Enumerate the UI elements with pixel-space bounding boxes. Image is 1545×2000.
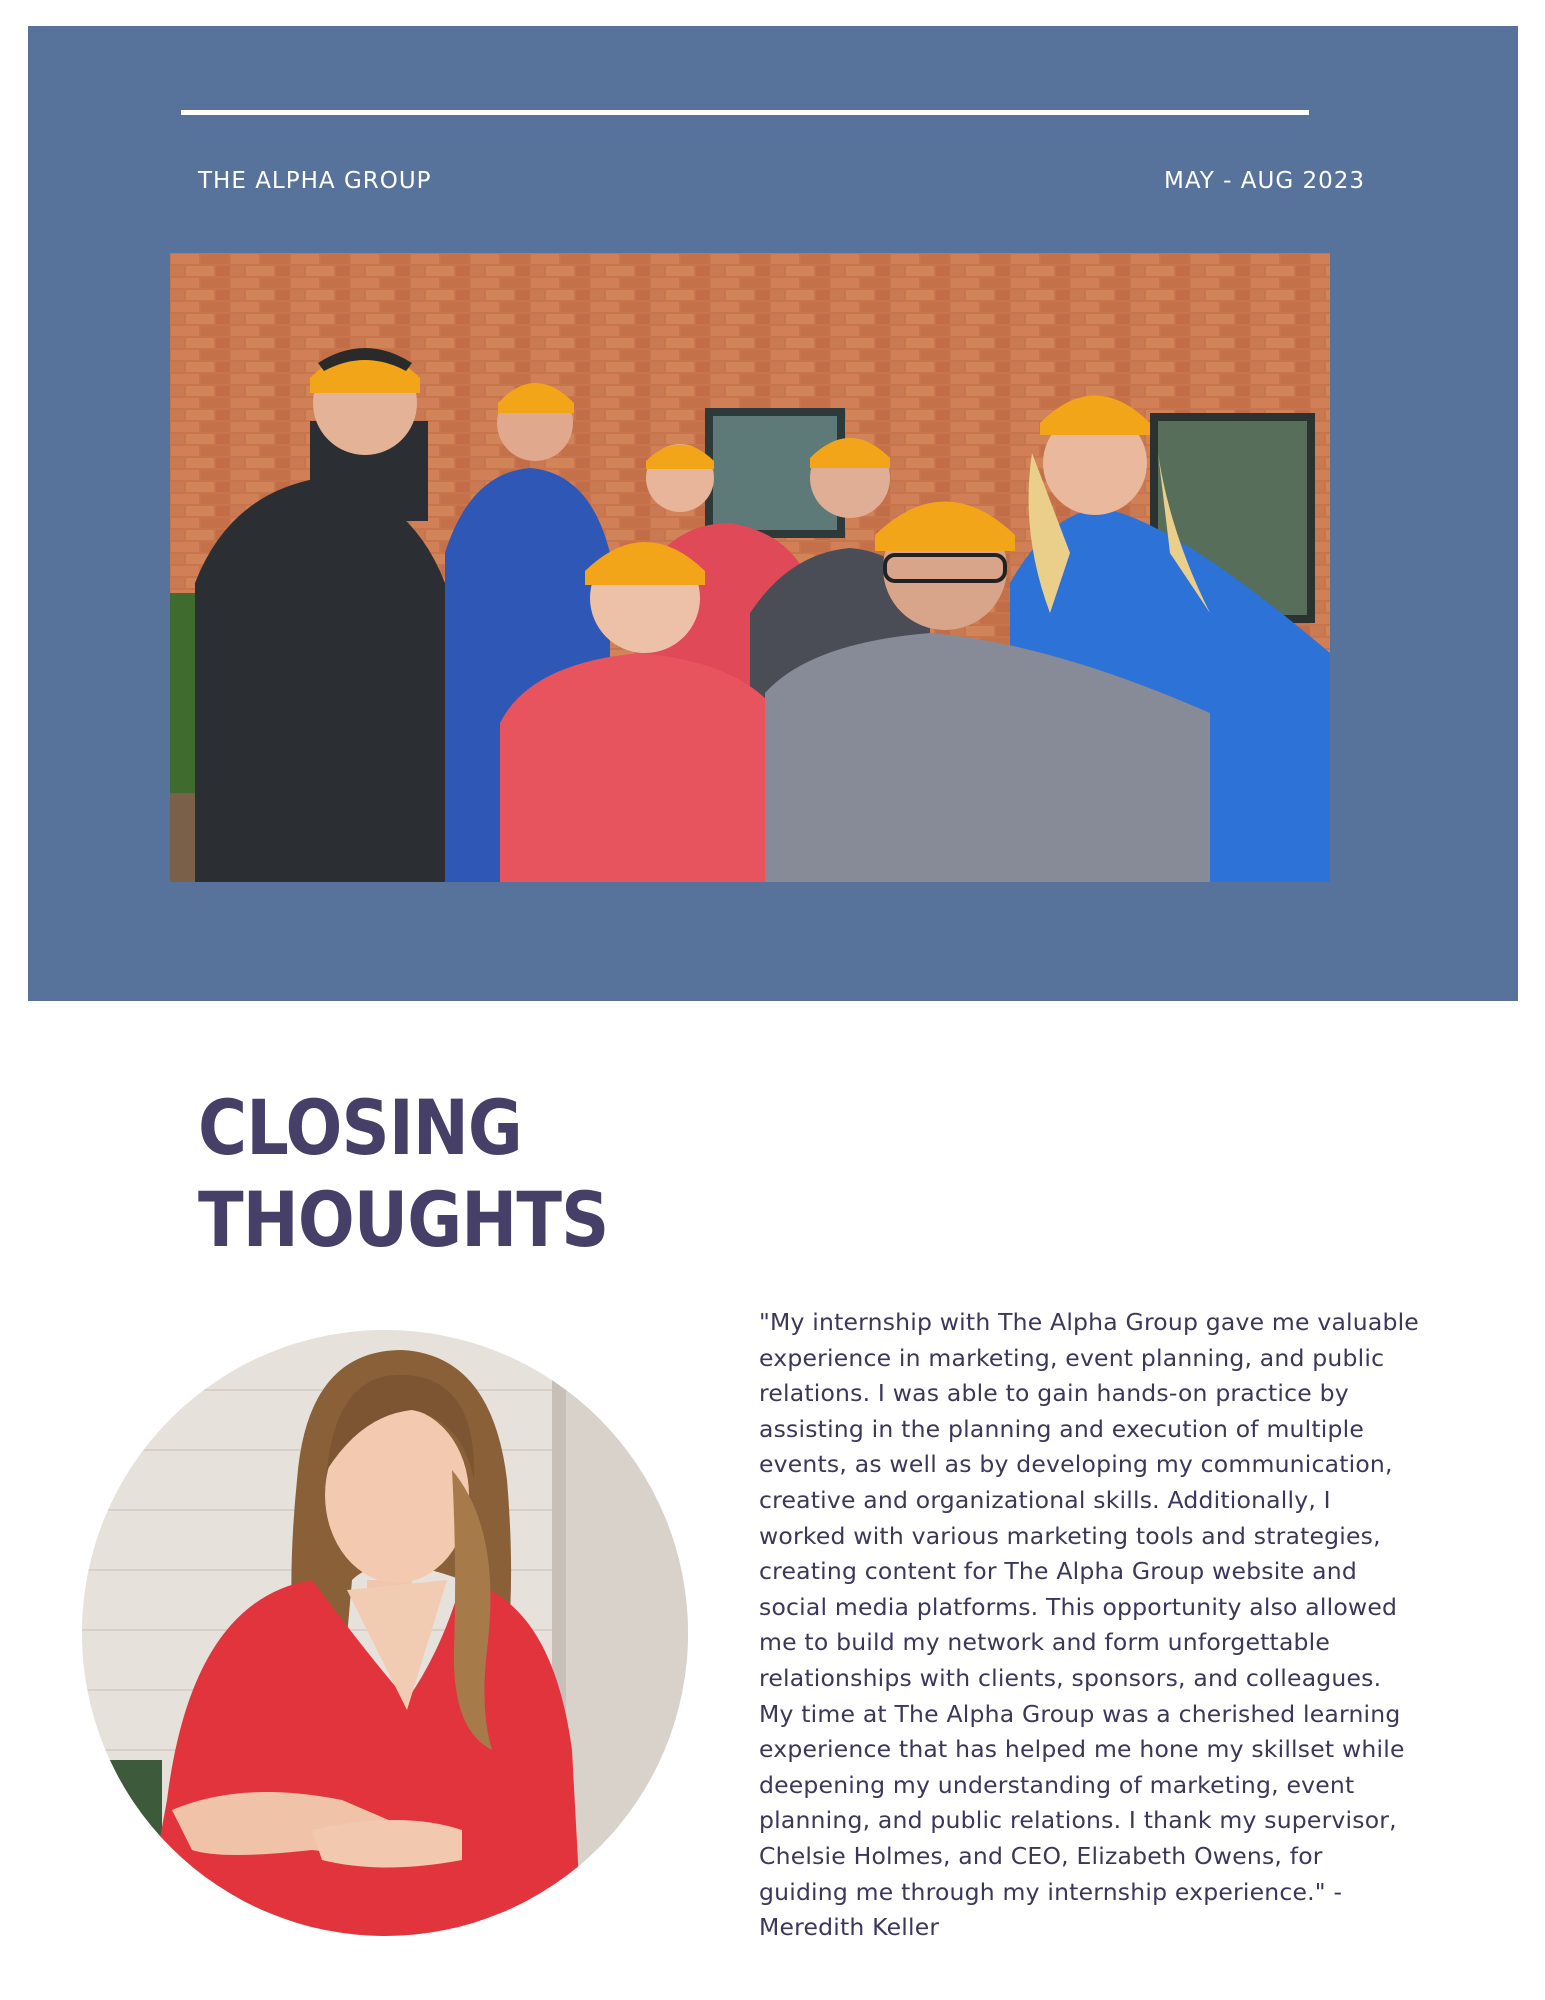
section-title xyxy=(198,1082,608,1266)
header-rule xyxy=(181,110,1309,115)
portrait-photo xyxy=(82,1330,688,1936)
group-photo-image xyxy=(170,253,1330,882)
portrait-image xyxy=(82,1330,688,1936)
organization-name: THE ALPHA GROUP xyxy=(198,168,432,194)
section-title-line1: CLOSING xyxy=(198,1083,522,1172)
date-range: MAY - AUG 2023 xyxy=(1164,168,1365,194)
section-title-line2: THOUGHTS xyxy=(198,1175,609,1264)
group-photo xyxy=(170,253,1330,882)
quote-text: "My internship with The Alpha Group gave me valuable experience in marketing, event planning, and public relations. I was able to gain hands-on practice by assisting in the planning and execution of multiple events, as well as by developing my communication, creative and organizational skills. Additionally, I worked with various marketing tools and strategies, creating content for The Alpha Group website and social media platforms. This opportunity also allowed me to build my network and form unforgettable relationships with clients, sponsors, and colleagues. My time at The Alpha Group was a cherished learning experience that has helped me hone my skillset while deepening my understanding of marketing, event planning, and public relations. I thank my supervisor, Chelsie Holmes, and CEO, Elizabeth Owens, for guiding me through my internship experience." - Meredith Keller xyxy=(759,1308,1419,1942)
